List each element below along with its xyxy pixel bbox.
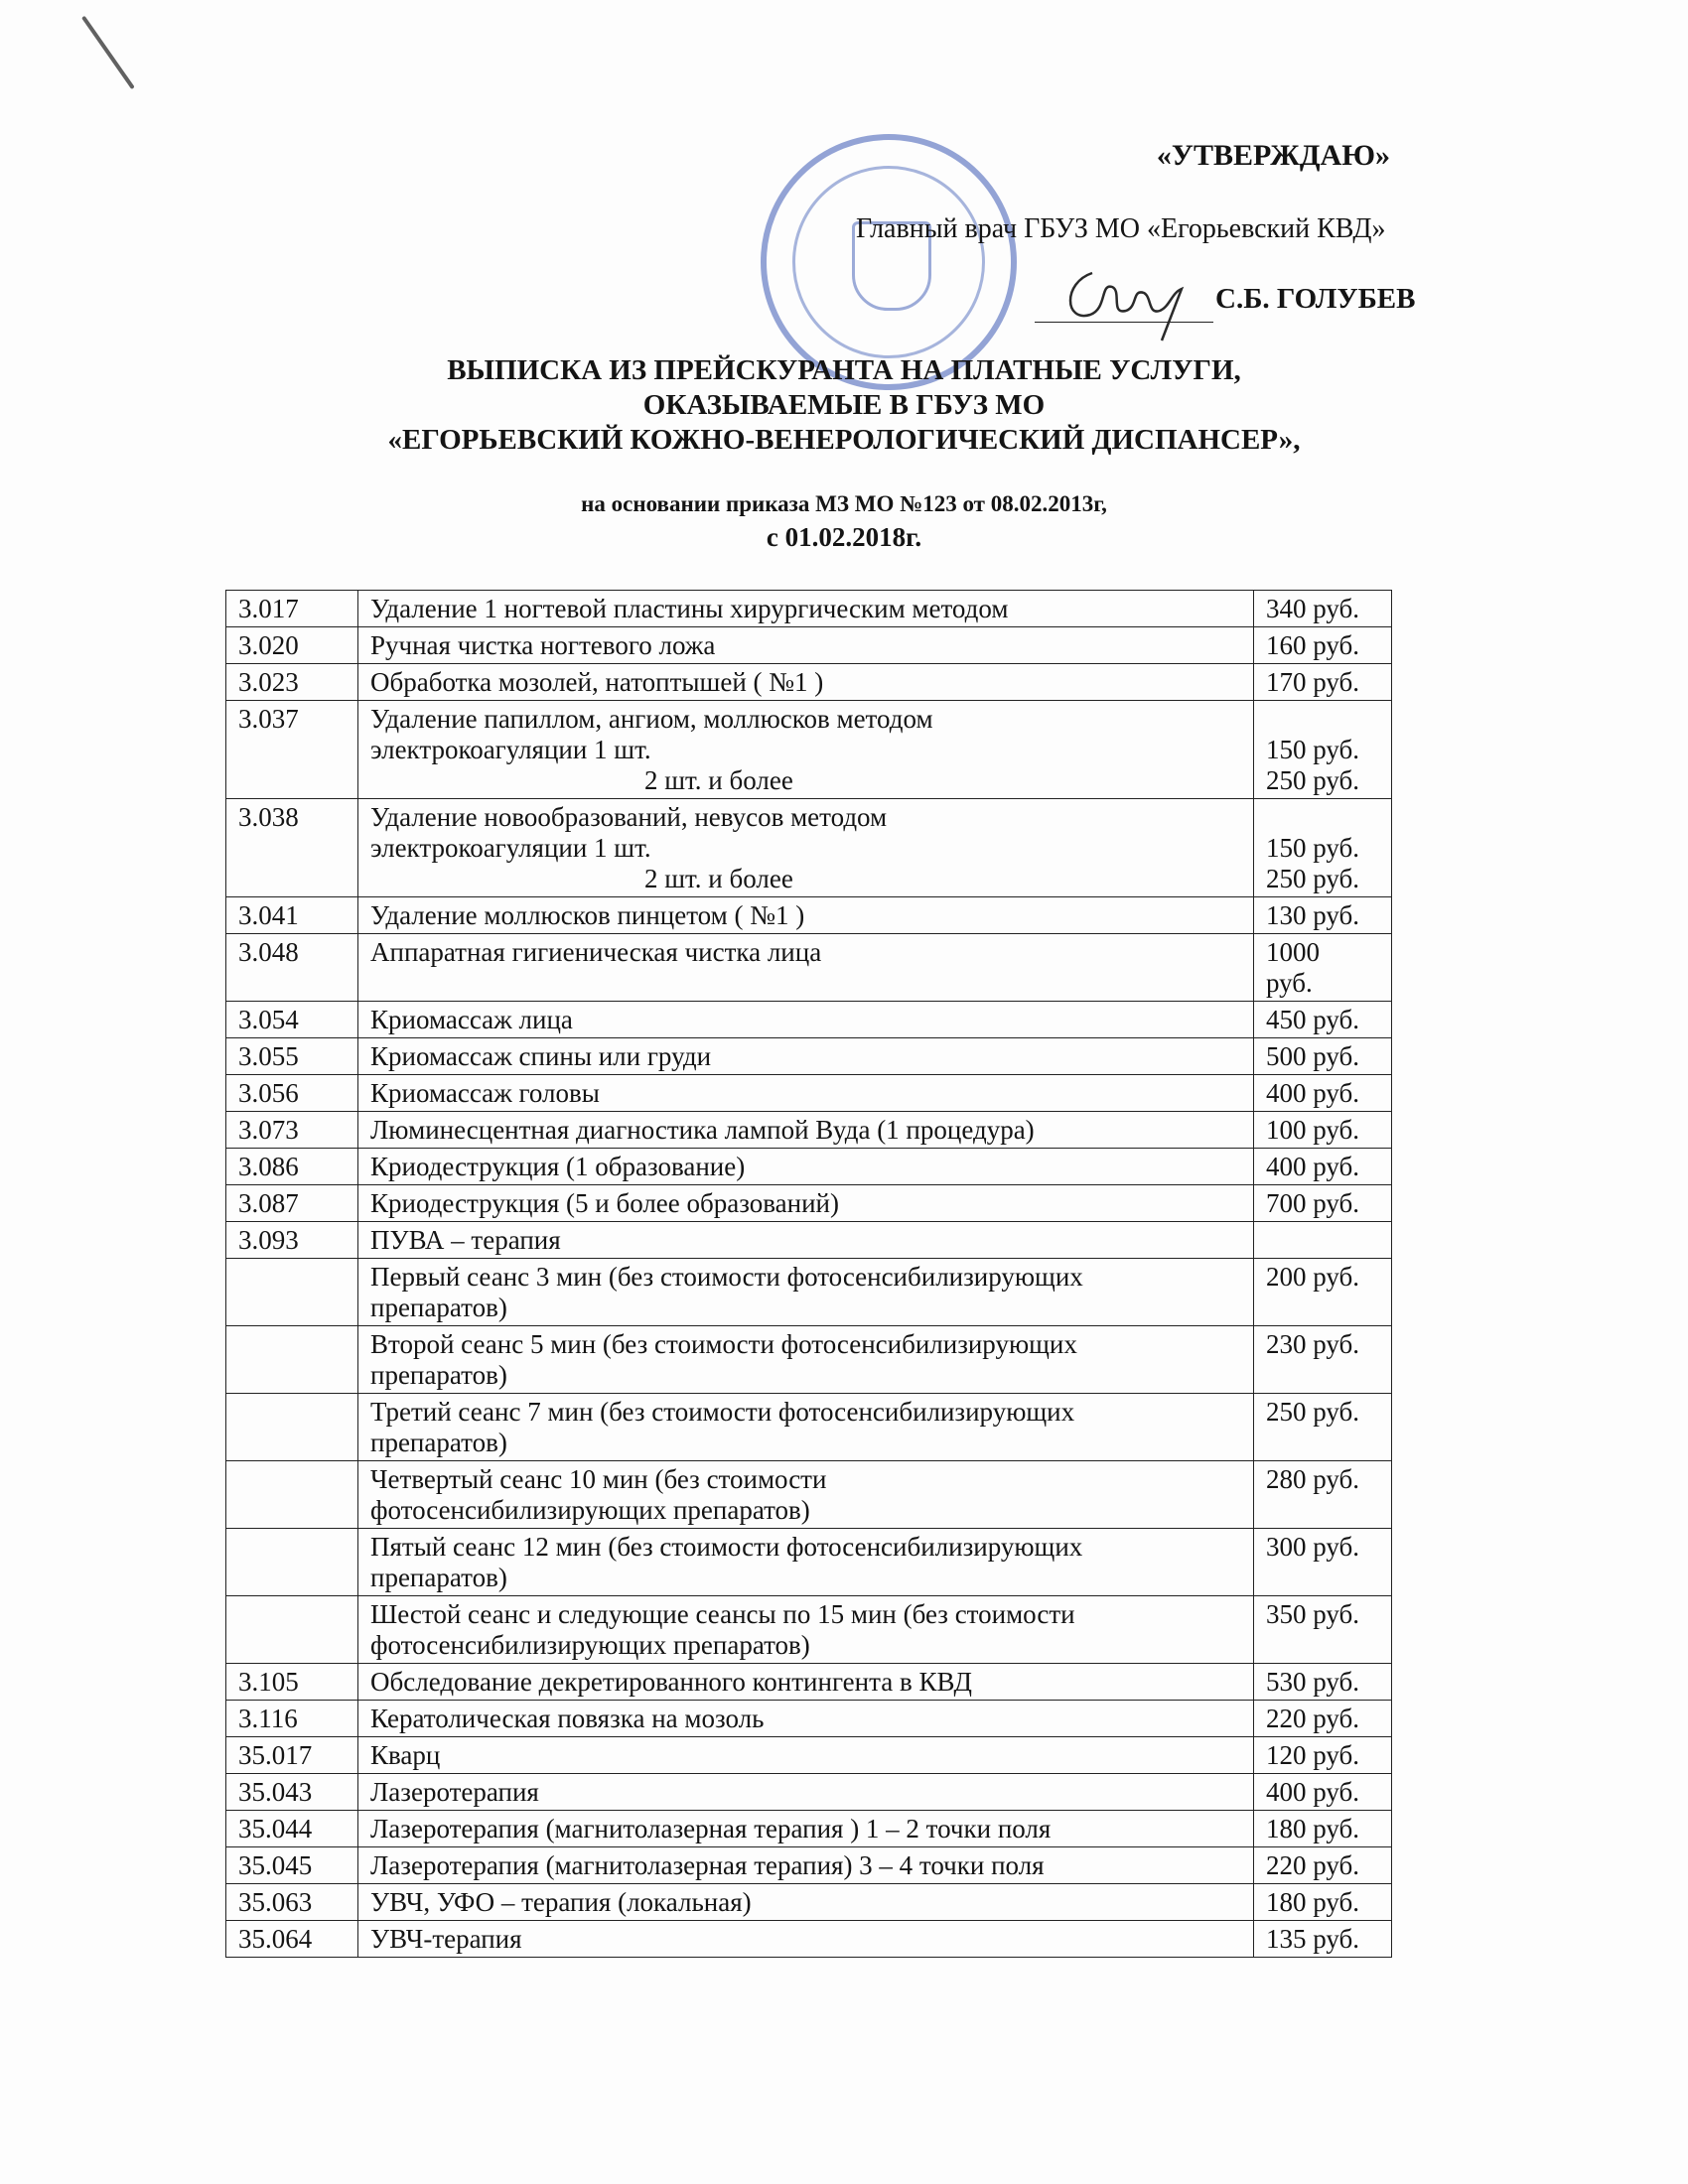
table-row: [226, 591, 1392, 627]
service-code: [226, 1394, 358, 1461]
service-code: 3.073: [226, 1112, 358, 1149]
service-price: 350 руб.: [1254, 1596, 1392, 1664]
service-code: 3.023: [226, 664, 358, 701]
service-price: [1254, 701, 1392, 799]
table-row: [226, 1529, 1392, 1596]
order-basis: на основании приказа МЗ МО №123 от 08.02.2013г,: [581, 491, 1107, 516]
service-name: Обработка мозолей, натоптышей ( №1 ): [358, 664, 1254, 701]
service-price: 200 руб.: [1254, 1259, 1392, 1326]
service-name: [358, 1529, 1254, 1596]
service-name-line: Удаление новообразований, невусов методом: [370, 802, 888, 832]
service-price: 450 руб.: [1254, 1002, 1392, 1038]
service-name-line: Первый сеанс 3 мин (без стоимости фотосенсибилизирующих: [370, 1262, 1083, 1292]
service-code: 35.063: [226, 1884, 358, 1921]
table-row: [226, 701, 1392, 799]
title-line-3: «ЕГОРЬЕВСКИЙ КОЖНО-ВЕНЕРОЛОГИЧЕСКИЙ ДИСПАНСЕР»,: [387, 424, 1301, 456]
service-code: 3.017: [226, 591, 358, 627]
service-name: Кварц: [358, 1737, 1254, 1774]
service-code: 3.037: [226, 701, 358, 799]
service-name-line: фотосенсибилизирующих препаратов): [370, 1495, 810, 1525]
service-price: [1254, 799, 1392, 897]
service-name-line: Третий сеанс 7 мин (без стоимости фотосенсибилизирующих: [370, 1397, 1075, 1427]
service-price: 500 руб.: [1254, 1038, 1392, 1075]
service-name: [358, 1461, 1254, 1529]
service-code: [226, 1596, 358, 1664]
table-row: [226, 627, 1392, 664]
table-row: [226, 934, 1392, 1002]
service-name: Кератолическая повязка на мозоль: [358, 1701, 1254, 1737]
price-line: 150 руб.: [1266, 735, 1360, 764]
table-row: [226, 1774, 1392, 1811]
service-price: 280 руб.: [1254, 1461, 1392, 1529]
service-name: Обследование декретированного контингента в КВД: [358, 1664, 1254, 1701]
service-name-line: препаратов): [370, 1428, 507, 1457]
service-name-line: Шестой сеанс и следующие сеансы по 15 мин (без стоимости: [370, 1599, 1075, 1629]
service-name: ПУВА – терапия: [358, 1222, 1254, 1259]
effective-date: с 01.02.2018г.: [766, 522, 922, 552]
table-row: [226, 1921, 1392, 1958]
service-name: Ручная чистка ногтевого ложа: [358, 627, 1254, 664]
service-name: [358, 799, 1254, 897]
table-row: [226, 1149, 1392, 1185]
service-name-line: препаратов): [370, 1293, 507, 1322]
service-name: Удаление 1 ногтевой пластины хирургическим методом: [358, 591, 1254, 627]
signatory-name: С.Б. ГОЛУБЕВ: [1215, 283, 1416, 315]
service-price: 180 руб.: [1254, 1811, 1392, 1847]
service-name-line: электрокоагуляции 1 шт.: [370, 833, 651, 863]
table-row: [226, 799, 1392, 897]
service-code: 35.044: [226, 1811, 358, 1847]
table-row: [226, 1461, 1392, 1529]
service-code: 3.116: [226, 1701, 358, 1737]
service-price: 400 руб.: [1254, 1075, 1392, 1112]
table-row: [226, 1112, 1392, 1149]
table-row: [226, 1737, 1392, 1774]
table-row: [226, 1259, 1392, 1326]
service-name: УВЧ-терапия: [358, 1921, 1254, 1958]
service-code: [226, 1259, 358, 1326]
service-name: [358, 1259, 1254, 1326]
price-line: 250 руб.: [1266, 864, 1360, 893]
service-price: 250 руб.: [1254, 1394, 1392, 1461]
service-name-line: 2 шт. и более: [644, 765, 793, 795]
service-name-line: Четвертый сеанс 10 мин (без стоимости: [370, 1464, 827, 1494]
service-name-line: Удаление папиллом, ангиом, моллюсков методом: [370, 704, 933, 734]
service-code: [226, 1326, 358, 1394]
official-seal: [761, 134, 1017, 390]
service-price: 220 руб.: [1254, 1847, 1392, 1884]
service-name-line: Пятый сеанс 12 мин (без стоимости фотосенсибилизирующих: [370, 1532, 1083, 1562]
price-line: 1000: [1266, 937, 1320, 967]
table-row: [226, 1847, 1392, 1884]
service-name-line: фотосенсибилизирующих препаратов): [370, 1630, 810, 1660]
service-name-line: Второй сеанс 5 мин (без стоимости фотосенсибилизирующих: [370, 1329, 1077, 1359]
price-line: 150 руб.: [1266, 833, 1360, 863]
service-price: 400 руб.: [1254, 1774, 1392, 1811]
service-price: 340 руб.: [1254, 591, 1392, 627]
table-row: [226, 1185, 1392, 1222]
service-name-line: препаратов): [370, 1360, 507, 1390]
service-code: 35.017: [226, 1737, 358, 1774]
service-code: 3.087: [226, 1185, 358, 1222]
service-code: 3.038: [226, 799, 358, 897]
table-row: [226, 1002, 1392, 1038]
service-name: Аппаратная гигиеническая чистка лица: [358, 934, 1254, 1002]
service-name: Криомассаж лица: [358, 1002, 1254, 1038]
service-name: [358, 1394, 1254, 1461]
service-code: 3.020: [226, 627, 358, 664]
service-code: 3.054: [226, 1002, 358, 1038]
title-line-2: ОКАЗЫВАЕМЫЕ В ГБУЗ МО: [642, 389, 1046, 421]
service-code: 3.093: [226, 1222, 358, 1259]
table-row: [226, 1811, 1392, 1847]
service-name: [358, 701, 1254, 799]
table-row: [226, 1394, 1392, 1461]
service-code: 3.056: [226, 1075, 358, 1112]
service-name: Лазеротерапия (магнитолазерная терапия) 3 – 4 точки поля: [358, 1847, 1254, 1884]
service-name-line: электрокоагуляции 1 шт.: [370, 735, 651, 764]
price-table: [225, 590, 1392, 1958]
approver-position: Главный врач ГБУЗ МО «Егорьевский КВД»: [856, 213, 1386, 244]
service-name: Удаление моллюсков пинцетом ( №1 ): [358, 897, 1254, 934]
approval-label: «УТВЕРЖДАЮ»: [1156, 139, 1390, 172]
service-name-line: препаратов): [370, 1563, 507, 1592]
service-code: 35.043: [226, 1774, 358, 1811]
service-price: 180 руб.: [1254, 1884, 1392, 1921]
table-row: [226, 1884, 1392, 1921]
service-price: 230 руб.: [1254, 1326, 1392, 1394]
service-code: 3.041: [226, 897, 358, 934]
service-code: 35.045: [226, 1847, 358, 1884]
service-name: Криодеструкция (5 и более образований): [358, 1185, 1254, 1222]
service-price: 400 руб.: [1254, 1149, 1392, 1185]
service-code: 3.086: [226, 1149, 358, 1185]
service-price: 530 руб.: [1254, 1664, 1392, 1701]
service-code: 3.048: [226, 934, 358, 1002]
service-price: 170 руб.: [1254, 664, 1392, 701]
table-row: [226, 1038, 1392, 1075]
service-price: [1254, 1222, 1392, 1259]
document-title: [0, 353, 1688, 458]
table-row: [226, 1701, 1392, 1737]
service-price: 700 руб.: [1254, 1185, 1392, 1222]
service-name: УВЧ, УФО – терапия (локальная): [358, 1884, 1254, 1921]
service-name: [358, 1326, 1254, 1394]
table-row: [226, 1664, 1392, 1701]
service-name-line: 2 шт. и более: [644, 864, 793, 893]
table-row: [226, 897, 1392, 934]
service-name: Криомассаж спины или груди: [358, 1038, 1254, 1075]
service-code: 35.064: [226, 1921, 358, 1958]
handwritten-signature: [1053, 253, 1201, 342]
title-line-1: ВЫПИСКА ИЗ ПРЕЙСКУРАНТА НА ПЛАТНЫЕ УСЛУГИ,: [447, 354, 1241, 386]
price-line: 250 руб.: [1266, 765, 1360, 795]
service-code: 3.055: [226, 1038, 358, 1075]
price-line: руб.: [1266, 968, 1313, 998]
service-name: Криодеструкция (1 образование): [358, 1149, 1254, 1185]
service-name: Лазеротерапия: [358, 1774, 1254, 1811]
service-code: 3.105: [226, 1664, 358, 1701]
table-row: [226, 1596, 1392, 1664]
service-price: 160 руб.: [1254, 627, 1392, 664]
scan-mark: [81, 16, 135, 89]
service-price: [1254, 934, 1392, 1002]
service-name: Лазеротерапия (магнитолазерная терапия ) 1 – 2 точки поля: [358, 1811, 1254, 1847]
service-price: 135 руб.: [1254, 1921, 1392, 1958]
table-row: [226, 1222, 1392, 1259]
table-row: [226, 1075, 1392, 1112]
service-price: 100 руб.: [1254, 1112, 1392, 1149]
table-row: [226, 1326, 1392, 1394]
service-price: 120 руб.: [1254, 1737, 1392, 1774]
service-price: 300 руб.: [1254, 1529, 1392, 1596]
service-name: Криомассаж головы: [358, 1075, 1254, 1112]
service-price: 130 руб.: [1254, 897, 1392, 934]
service-code: [226, 1529, 358, 1596]
service-name: [358, 1596, 1254, 1664]
service-code: [226, 1461, 358, 1529]
service-price: 220 руб.: [1254, 1701, 1392, 1737]
service-name: Люминесцентная диагностика лампой Вуда (1 процедура): [358, 1112, 1254, 1149]
table-row: [226, 664, 1392, 701]
